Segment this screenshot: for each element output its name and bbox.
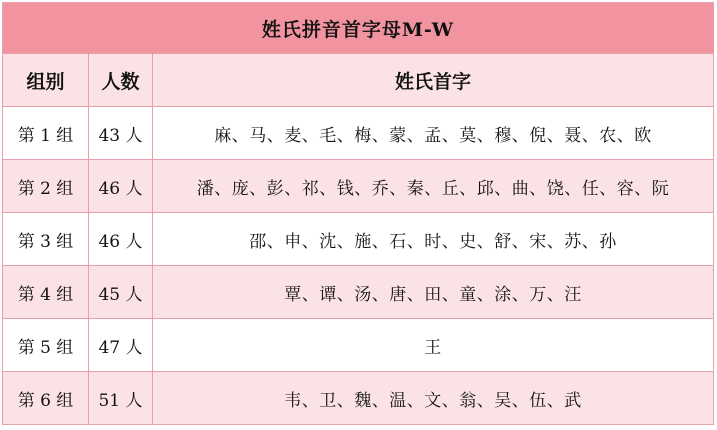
surnames-cell: 韦、卫、魏、温、文、翁、吴、伍、武 <box>153 372 714 425</box>
title-row <box>3 3 714 54</box>
table-row <box>3 266 714 319</box>
table-row <box>3 107 714 160</box>
surnames-cell: 王 <box>153 319 714 372</box>
count-cell: 47 人 <box>89 319 153 372</box>
header-group: 组别 <box>3 54 89 107</box>
table-row <box>3 160 714 213</box>
group-cell: 第 2 组 <box>3 160 89 213</box>
surnames-cell: 覃、谭、汤、唐、田、童、涂、万、汪 <box>153 266 714 319</box>
count-cell: 43 人 <box>89 107 153 160</box>
header-count: 人数 <box>89 54 153 107</box>
header-row <box>3 54 714 107</box>
table-row <box>3 213 714 266</box>
count-cell: 51 人 <box>89 372 153 425</box>
header-surnames: 姓氏首字 <box>153 54 714 107</box>
count-cell: 46 人 <box>89 213 153 266</box>
table-title: 姓氏拼音首字母M-W <box>3 3 714 54</box>
table-row <box>3 319 714 372</box>
surnames-cell: 麻、马、麦、毛、梅、蒙、孟、莫、穆、倪、聂、农、欧 <box>153 107 714 160</box>
group-cell: 第 1 组 <box>3 107 89 160</box>
count-cell: 46 人 <box>89 160 153 213</box>
surnames-cell: 邵、申、沈、施、石、时、史、舒、宋、苏、孙 <box>153 213 714 266</box>
group-cell: 第 4 组 <box>3 266 89 319</box>
count-cell: 45 人 <box>89 266 153 319</box>
surname-group-table <box>2 2 714 425</box>
group-cell: 第 3 组 <box>3 213 89 266</box>
surnames-cell: 潘、庞、彭、祁、钱、乔、秦、丘、邱、曲、饶、任、容、阮 <box>153 160 714 213</box>
table-row <box>3 372 714 425</box>
group-cell: 第 6 组 <box>3 372 89 425</box>
group-cell: 第 5 组 <box>3 319 89 372</box>
